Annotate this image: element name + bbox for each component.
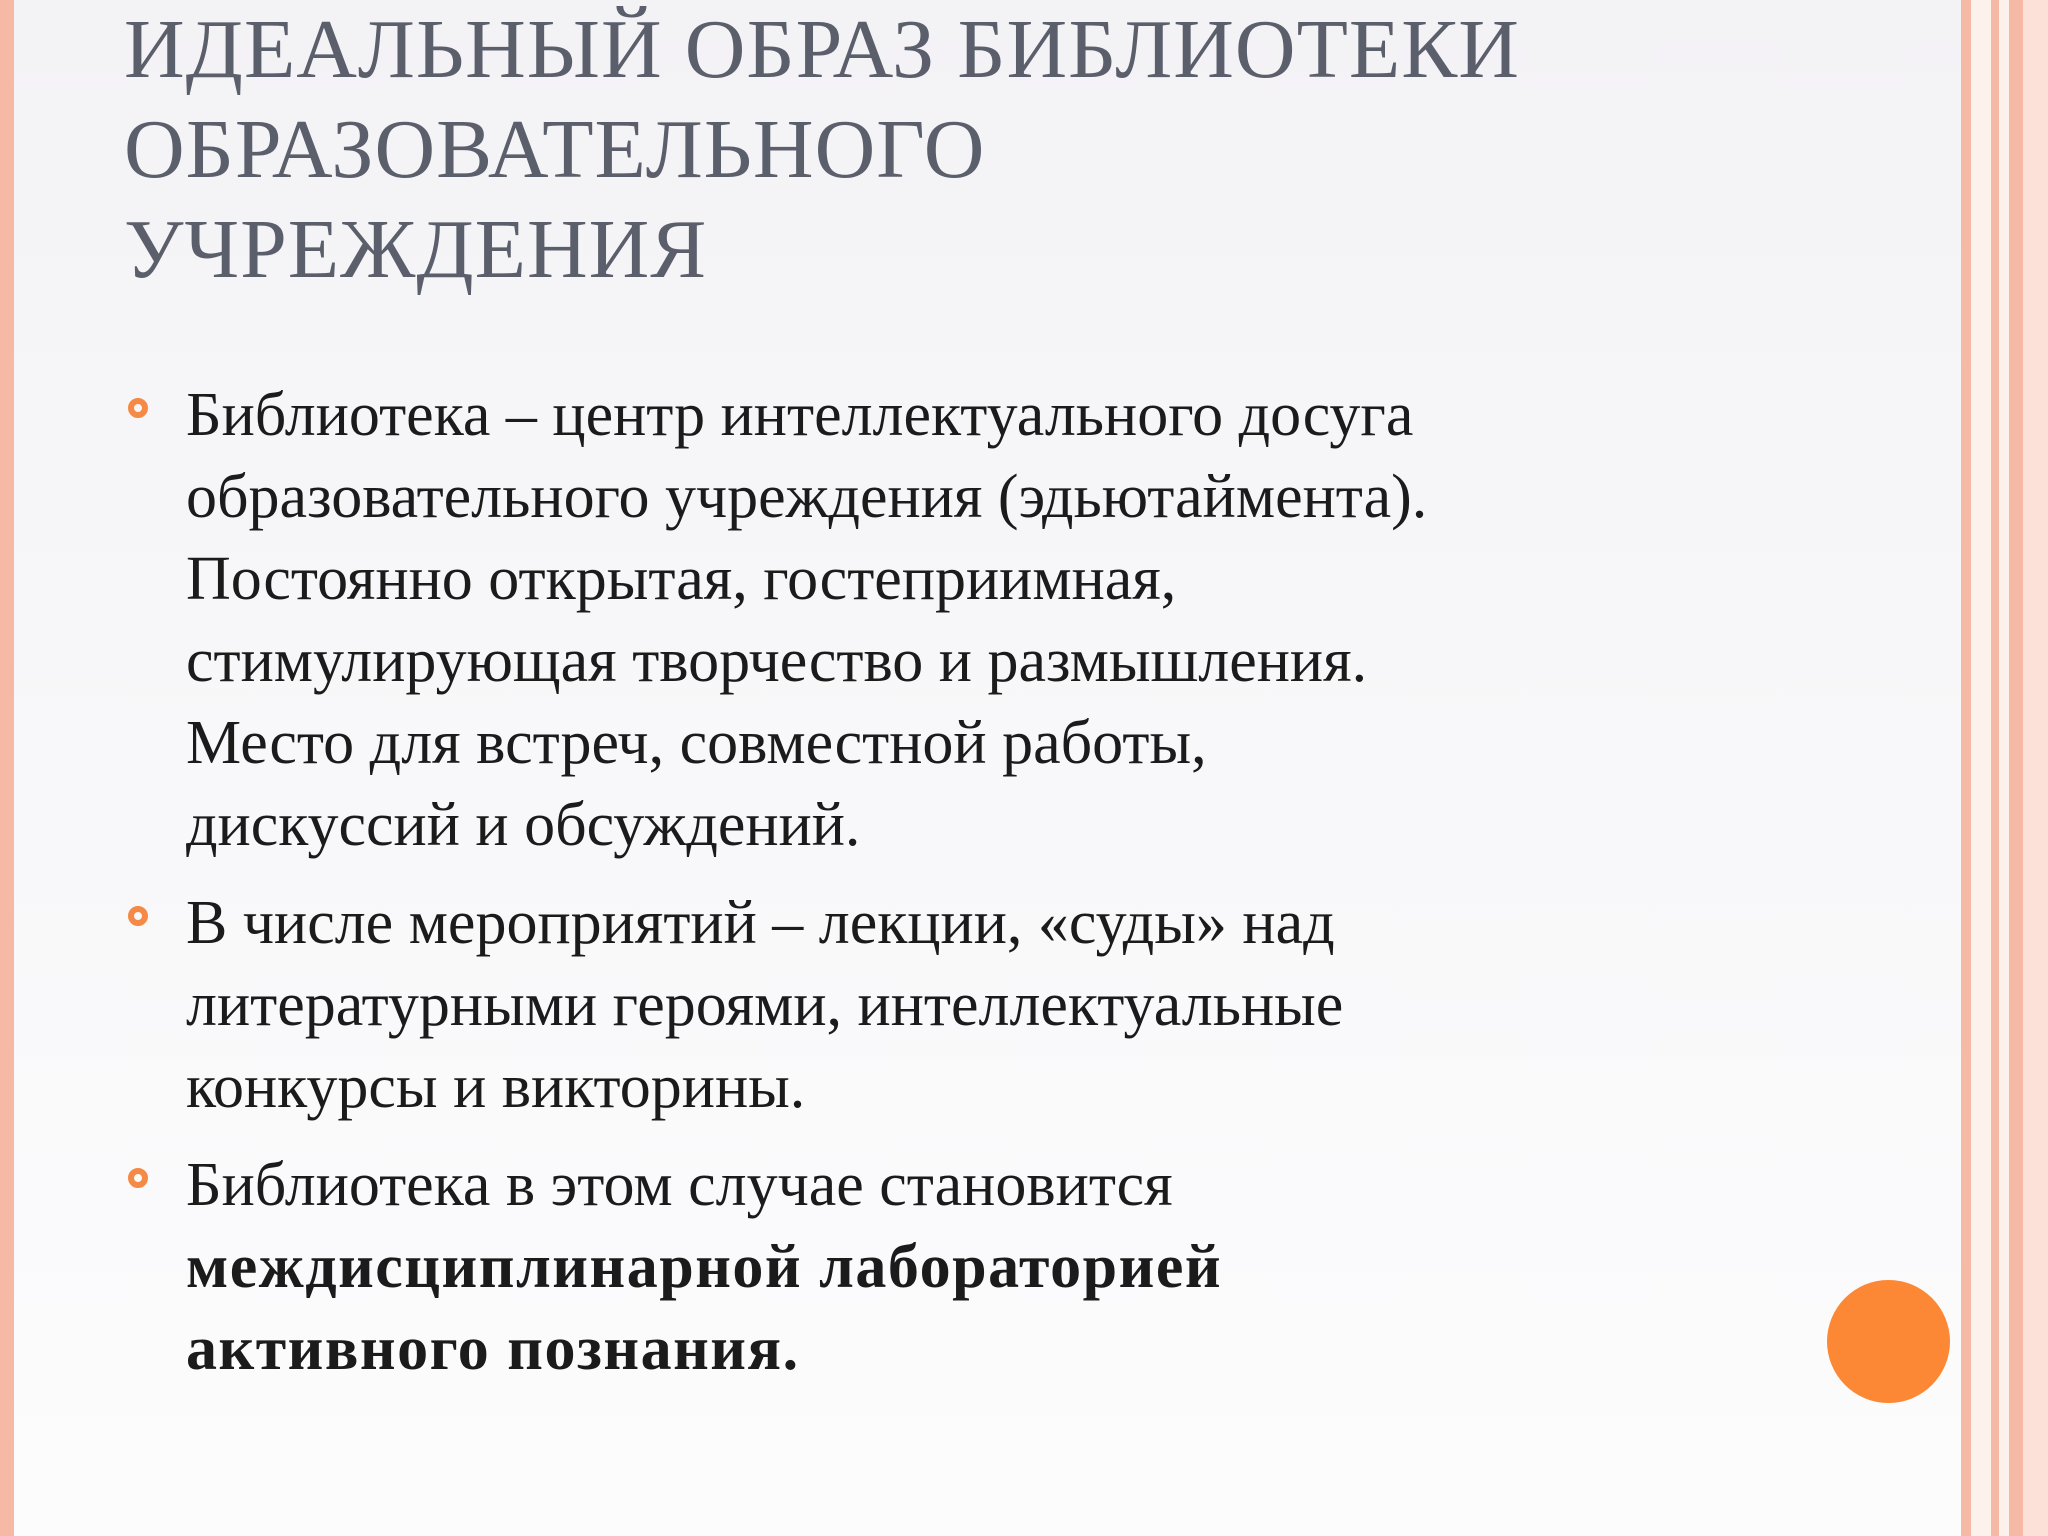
right-border-stripe	[2009, 0, 2023, 1536]
bullet-line: конкурсы и викторины.	[186, 1053, 806, 1121]
right-border-stripe	[1991, 0, 1999, 1536]
slide-title-line: ИДЕАЛЬНЫЙ ОБРАЗ БИБЛИОТЕКИ	[124, 3, 1520, 96]
right-border-stripe	[1971, 0, 1991, 1536]
bullet-line: стимулирующая творчество и размышления.	[186, 627, 1368, 695]
decorative-orange-circle	[1827, 1280, 1950, 1403]
bullet-line: Постоянно открытая, гостеприимная,	[186, 545, 1177, 613]
bullet-item	[124, 1144, 1744, 1390]
slide-title-line: УЧРЕЖДЕНИЯ	[124, 203, 708, 296]
slide-title	[124, 0, 1924, 300]
bullet-line: В числе мероприятий – лекции, «суды» над	[186, 889, 1335, 957]
bullet-line: Библиотека в этом случае становится	[186, 1151, 1173, 1219]
bullet-line: образовательного учреждения (эдьютаймента).	[186, 463, 1428, 531]
bullet-line: дискуссий и обсуждений.	[186, 791, 861, 859]
left-border-stripe	[0, 0, 14, 1536]
bullet-line: литературными героями, интеллектуальные	[186, 971, 1344, 1039]
bullet-item	[124, 374, 1744, 866]
bullet-text	[186, 882, 1744, 1128]
bullet-line-bold: междисциплинарной лабораторией	[186, 1233, 1223, 1301]
bullet-text	[186, 374, 1744, 866]
bullet-item	[124, 882, 1744, 1128]
slide-title-line: ОБРАЗОВАТЕЛЬНОГО	[124, 103, 986, 196]
bullet-line-bold: активного познания.	[186, 1315, 800, 1383]
bullet-text	[186, 1144, 1744, 1390]
bullet-line: Место для встреч, совместной работы,	[186, 709, 1207, 777]
bullet-ring-icon	[128, 906, 148, 926]
bullet-ring-icon	[128, 1168, 148, 1188]
right-border-stripe	[1999, 0, 2009, 1536]
bullet-ring-icon	[128, 398, 148, 418]
bullet-line: Библиотека – центр интеллектуального досуга	[186, 381, 1414, 449]
bullet-list	[124, 374, 1744, 1406]
right-border-stripe	[1961, 0, 1971, 1536]
right-border-stripe	[2023, 0, 2048, 1536]
